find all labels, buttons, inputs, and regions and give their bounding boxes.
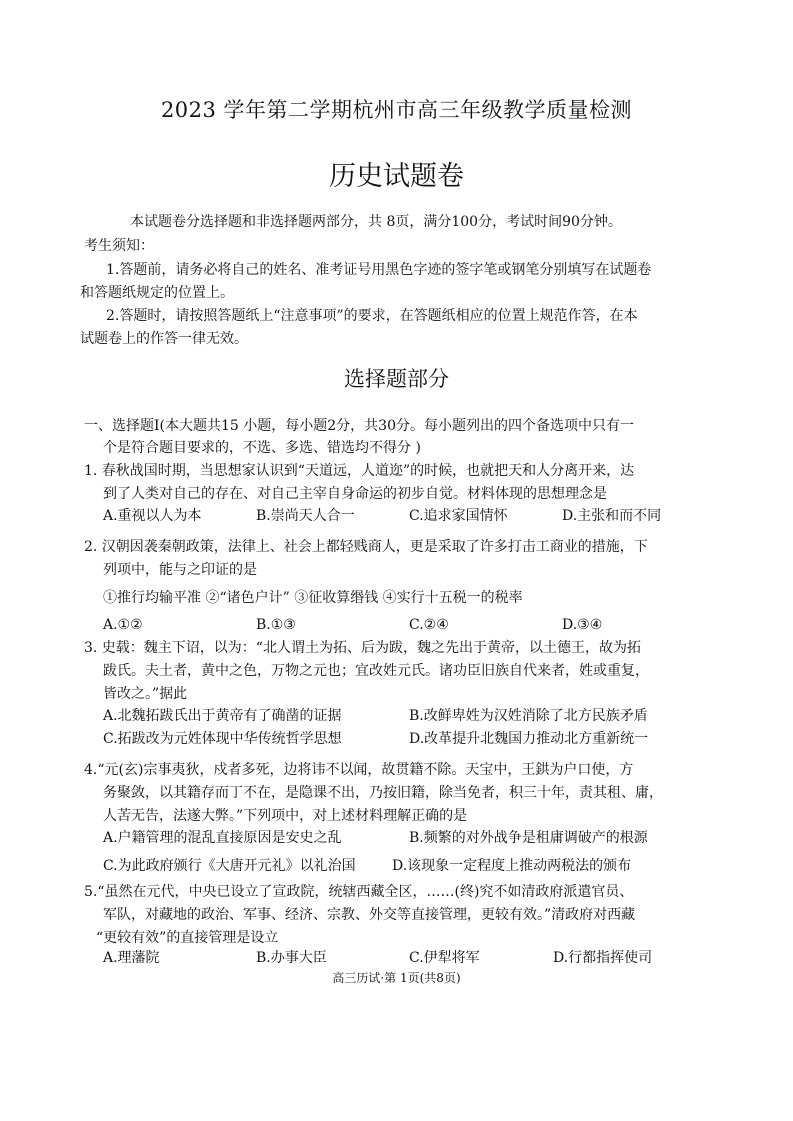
question-3-line-2: 跋氏。夫土者，黄中之色，万物之元也；宜改姓元氏。诸功臣旧族自代来者，姓或重复， xyxy=(103,663,649,679)
exam-subtitle: 历史试题卷 xyxy=(329,161,464,192)
question-5-line-2: 军队，对藏地的政治、军事、经济、宗教、外交等直接管理，更较有效。”清政府对西藏 xyxy=(103,907,636,923)
option-b: B.改鲜卑姓为汉姓消除了北方民族矛盾 xyxy=(409,708,648,724)
option-d: D.③④ xyxy=(562,617,603,633)
question-2-line-2: 列项中，能与之印证的是 xyxy=(103,562,257,578)
option-b: B.办事大臣 xyxy=(256,950,327,966)
question-3-options-row-1 xyxy=(0,706,793,726)
question-5-line-3: “更较有效”的直接管理是设立 xyxy=(96,930,279,946)
question-2-options xyxy=(0,615,793,635)
option-c: C.追求家国情怀 xyxy=(409,508,508,524)
option-c: C.拓跋改为元姓体现中华传统哲学思想 xyxy=(103,731,342,747)
question-1-options xyxy=(0,506,793,526)
question-3-line-1: 3. 史载：魏主下诏，以为：“北人谓土为拓、后为跋，魏之先出于黄帝，以土德王，故为拓 xyxy=(84,640,641,656)
question-4-line-1: 4.“元(玄)宗事夷狄，戍者多死，边将讳不以闻，故贯籍不除。天宝中，王鉷为户口使，方 xyxy=(84,762,634,778)
option-c: C.伊犁将军 xyxy=(409,950,480,966)
option-c: C.为此政府颁行《大唐开元礼》以礼治国 xyxy=(103,858,356,874)
question-2-items: ①推行均输平准 ②“诸色户计” ③征收算缗钱 ④实行十五税一的税率 xyxy=(103,590,523,606)
exam-title: 2023 学年第二学期杭州市高三年级教学质量检测 xyxy=(160,98,633,122)
option-c: C.②④ xyxy=(409,617,449,633)
notice-2-line-1: 2.答题时，请按照答题纸上“注意事项”的要求，在答题纸相应的位置上规范作答，在本 xyxy=(106,308,638,324)
section-instruction-line-2: 个是符合题目要求的，不选、多选、错选均不得分 ) xyxy=(103,440,421,456)
option-d: D.该现象一定程度上推动两税法的颁布 xyxy=(392,858,632,874)
option-d: D.改革提升北魏国力推动北方重新统一 xyxy=(409,731,649,747)
option-d: D.行都指挥使司 xyxy=(553,950,653,966)
option-a: A.北魏拓跋氏出于黄帝有了确凿的证据 xyxy=(103,708,342,724)
question-4-line-3: 人苦无告，法遂大弊。”下列项中，对上述材料理解正确的是 xyxy=(103,808,468,824)
option-a: A.理藩院 xyxy=(103,950,160,966)
question-4-options-row-2 xyxy=(0,856,793,876)
option-b: B.频繁的对外战争是租庸调破产的根源 xyxy=(409,830,648,846)
question-2-line-1: 2. 汉朝因袭秦朝政策，法律上、社会上都轻贱商人，更是采取了许多打击工商业的措施，下 xyxy=(84,539,648,555)
notice-label: 考生须知： xyxy=(84,238,154,254)
question-5-options xyxy=(0,948,793,968)
option-b: B.崇尚天人合一 xyxy=(256,508,355,524)
question-3-line-3: 皆改之。”据此 xyxy=(103,686,188,702)
question-4-options-row-1 xyxy=(0,828,793,848)
section-instruction-line-1: 一、选择题Ⅰ(本大题共15 小题，每小题2分，共30分。每小题列出的四个备选项中只有一 xyxy=(84,418,634,434)
notice-2-line-2: 试题卷上的作答一律无效。 xyxy=(80,331,248,347)
question-1-line-1: 1. 春秋战国时期，当思想家认识到“天道远，人道迩”的时候，也就把天和人分离开来，达 xyxy=(84,463,635,479)
notice-1-line-2: 和答题纸规定的位置上。 xyxy=(80,285,234,301)
option-b: B.①③ xyxy=(256,617,296,633)
page-footer: 高三历试·第 1页(共8页) xyxy=(332,971,461,985)
intro-text: 本试题卷分选择题和非选择题两部分，共 8页，满分100分，考试时间90分钟。 xyxy=(130,214,622,230)
notice-1-line-1: 1.答题前，请务必将自己的姓名、准考证号用黑色字迹的签字笔或钢笔分别填写在试题卷 xyxy=(106,262,652,278)
section-title: 选择题部分 xyxy=(344,367,449,391)
option-a: A.①② xyxy=(103,617,143,633)
option-a: A.户籍管理的混乱直接原因是安史之乱 xyxy=(103,830,342,846)
question-1-line-2: 到了人类对自己的存在、对自己主宰自身命运的初步自觉。材料体现的思想理念是 xyxy=(103,486,607,502)
question-4-line-2: 务聚敛，以其籍存而丁不在，是隐课不出，乃按旧籍，除当免者，积三十年，责其租、庸， xyxy=(103,785,663,801)
option-d: D.主张和而不同 xyxy=(562,508,662,524)
question-3-options-row-2 xyxy=(0,729,793,749)
option-a: A.重视以人为本 xyxy=(103,508,202,524)
question-5-line-1: 5.“虽然在元代，中央已设立了宣政院，统辖西藏全区，……(终)究不如清政府派遣官员、 xyxy=(84,884,634,900)
